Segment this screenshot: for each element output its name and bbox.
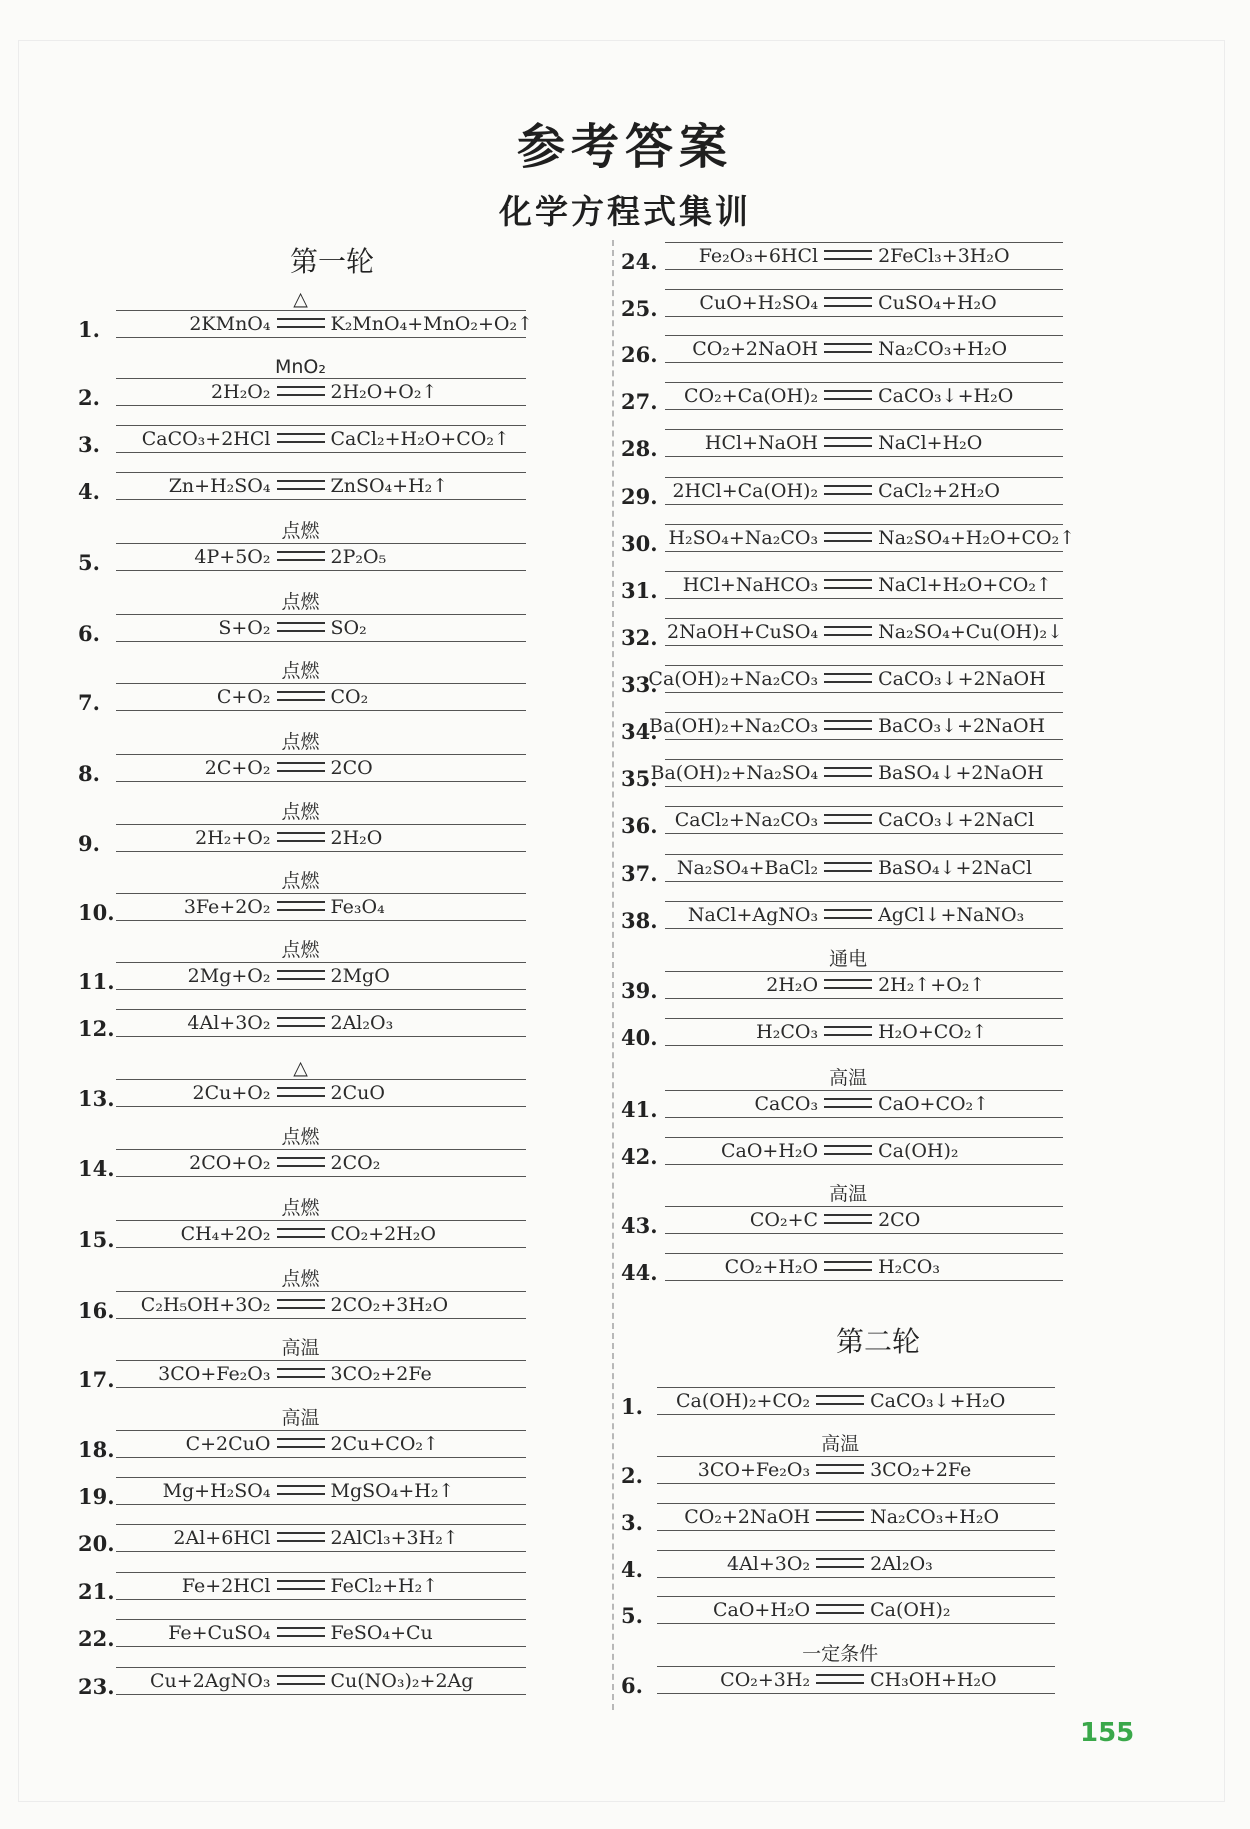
reaction-condition: △: [293, 1057, 308, 1079]
reaction-equals-sign: [277, 1438, 325, 1448]
equation-number: 12.: [78, 1016, 115, 1041]
equation-products: 2AlCl₃+3H₂↑: [330, 1527, 459, 1549]
reaction-equals-sign: [277, 551, 325, 561]
equation-number: 22.: [78, 1626, 115, 1651]
equation-reactants: 2HCl+Ca(OH)₂: [672, 480, 819, 502]
equation-reactants: CO₂+C: [749, 1209, 819, 1231]
reaction-condition: 点燃: [281, 520, 320, 542]
equation-row: [78, 1475, 526, 1509]
equation-products: FeCl₂+H₂↑: [330, 1575, 439, 1597]
equation-number: 23.: [78, 1674, 115, 1699]
equation-row: [78, 1522, 526, 1556]
equation-reactants: 2Cu+O₂: [192, 1082, 271, 1104]
equation-reactants: H₂SO₄+Na₂CO₃: [668, 527, 819, 549]
equation-number: 2.: [78, 385, 100, 410]
equation-row: [621, 1643, 1055, 1698]
equation-number: 34.: [621, 719, 658, 744]
equation-products: 3CO₂+2Fe: [870, 1459, 972, 1481]
equation-number: 36.: [621, 813, 658, 838]
reaction-equals-sign: [277, 901, 325, 911]
equation-reactants: C+2CuO: [185, 1433, 271, 1455]
equation-number: 7.: [78, 690, 100, 715]
equation-reactants: Ca(OH)₂+Na₂CO₃: [648, 668, 819, 690]
equation-row: [78, 1665, 526, 1699]
equation-reactants: Ca(OH)₂+CO₂: [675, 1390, 811, 1412]
reaction-condition: 点燃: [281, 801, 320, 823]
equation-products: CaCO₃↓+2NaCl: [878, 809, 1035, 831]
reaction-equals-sign: [277, 318, 325, 328]
reaction-equals-sign: [277, 691, 325, 701]
equation-products: Ca(OH)₂: [878, 1140, 959, 1162]
equation-products: BaSO₄↓+2NaCl: [878, 857, 1033, 879]
reaction-equals-sign: [824, 390, 872, 400]
equation-row: [621, 1548, 1055, 1582]
equation-products: CO₂: [330, 686, 369, 708]
reaction-equals-sign: [824, 579, 872, 589]
equation-reactants: 2H₂+O₂: [195, 827, 271, 849]
equation-row: [621, 663, 1063, 697]
reaction-condition: 通电: [829, 948, 868, 970]
equation-number: 26.: [621, 342, 658, 367]
equation-reactants: Na₂SO₄+BaCl₂: [676, 857, 819, 879]
equation-products: 2P₂O₅: [330, 546, 387, 568]
reaction-equals-sign: [824, 532, 872, 542]
reaction-condition: 高温: [829, 1183, 868, 1205]
equation-number: 37.: [621, 861, 658, 886]
equation-reactants: CO₂+2NaOH: [684, 1506, 811, 1528]
equation-reactants: 4Al+3O₂: [727, 1553, 811, 1575]
equation-row: [78, 470, 526, 504]
equation-row: [621, 616, 1064, 650]
reaction-equals-sign: [816, 1464, 864, 1474]
equation-number: 20.: [78, 1531, 115, 1556]
equation-row: [621, 333, 1063, 367]
reaction-equals-sign: [277, 1627, 325, 1637]
equation-row: [621, 1135, 1063, 1169]
equation-row: [621, 1501, 1055, 1535]
equation-row: [621, 1385, 1055, 1419]
equation-row: [621, 710, 1063, 744]
equation-reactants: Mg+H₂SO₄: [162, 1480, 271, 1502]
equation-reactants: CO₂+3H₂: [720, 1669, 811, 1691]
equation-products: BaSO₄↓+2NaOH: [878, 762, 1044, 784]
equation-products: 2H₂↑+O₂↑: [878, 974, 986, 996]
equation-number: 10.: [78, 900, 115, 925]
equation-number: 4.: [621, 1557, 643, 1582]
equation-number: 30.: [621, 531, 658, 556]
reaction-equals-sign: [277, 1157, 325, 1167]
equation-number: 31.: [621, 578, 658, 603]
equation-row: [621, 1067, 1063, 1122]
equation-number: 38.: [621, 908, 658, 933]
equation-row: [78, 520, 526, 575]
column-divider: [612, 240, 614, 1710]
equation-row: [78, 288, 534, 342]
equation-number: 21.: [78, 1579, 115, 1604]
equation-row: [621, 948, 1063, 1003]
equation-row: [621, 240, 1063, 274]
reaction-equals-sign: [824, 767, 872, 777]
equation-row: [621, 427, 1063, 461]
equation-reactants: CH₄+2O₂: [180, 1223, 271, 1245]
reaction-condition: 点燃: [281, 1197, 320, 1219]
equation-reactants: NaCl+AgNO₃: [687, 904, 819, 926]
equation-number: 2.: [621, 1463, 643, 1488]
reaction-equals-sign: [277, 1532, 325, 1542]
equation-products: 2CO: [330, 757, 373, 779]
reaction-condition: △: [293, 288, 308, 310]
equation-reactants: HCl+NaHCO₃: [682, 574, 819, 596]
equation-products: 2CO₂+3H₂O: [330, 1294, 449, 1316]
equation-reactants: Ba(OH)₂+Na₂CO₃: [648, 715, 819, 737]
equation-row: [621, 757, 1063, 791]
equation-row: [78, 1617, 526, 1651]
reaction-equals-sign: [816, 1674, 864, 1684]
equation-products: H₂O+CO₂↑: [878, 1021, 988, 1043]
reaction-condition: MnO₂: [274, 356, 326, 378]
reaction-equals-sign: [824, 297, 872, 307]
reaction-equals-sign: [824, 1214, 872, 1224]
equation-reactants: CO₂+H₂O: [724, 1256, 819, 1278]
equation-products: Na₂CO₃+H₂O: [878, 338, 1008, 360]
equation-products: 2Cu+CO₂↑: [330, 1433, 439, 1455]
reaction-equals-sign: [824, 250, 872, 260]
equation-products: BaCO₃↓+2NaOH: [878, 715, 1046, 737]
equation-reactants: Fe₂O₃+6HCl: [698, 245, 819, 267]
reaction-equals-sign: [277, 1087, 325, 1097]
reaction-equals-sign: [277, 762, 325, 772]
equation-reactants: 2KMnO₄: [189, 313, 271, 335]
equation-number: 11.: [78, 969, 115, 994]
reaction-equals-sign: [277, 970, 325, 980]
equation-number: 1.: [78, 317, 100, 342]
equation-products: 2CO: [878, 1209, 921, 1231]
equation-reactants: 3Fe+2O₂: [183, 896, 271, 918]
equation-products: FeSO₄+Cu: [330, 1622, 433, 1644]
reaction-equals-sign: [277, 386, 325, 396]
equation-products: 2Al₂O₃: [870, 1553, 933, 1575]
reaction-condition: 点燃: [281, 870, 320, 892]
equation-number: 19.: [78, 1484, 115, 1509]
equation-number: 17.: [78, 1367, 115, 1392]
equation-number: 18.: [78, 1437, 115, 1462]
equation-products: CuSO₄+H₂O: [878, 292, 997, 314]
equation-number: 25.: [621, 296, 658, 321]
equation-row: [78, 660, 526, 715]
equation-number: 24.: [621, 249, 658, 274]
equation-row: [78, 1007, 526, 1041]
equation-products: 2CuO: [330, 1082, 385, 1104]
reaction-equals-sign: [277, 433, 325, 443]
reaction-equals-sign: [824, 979, 872, 989]
equation-row: [621, 380, 1063, 414]
equation-row: [621, 569, 1063, 603]
reaction-equals-sign: [277, 1580, 325, 1590]
equation-products: NaCl+H₂O: [878, 432, 983, 454]
reaction-equals-sign: [277, 480, 325, 490]
equation-number: 13.: [78, 1086, 115, 1111]
reaction-equals-sign: [824, 862, 872, 872]
equation-number: 43.: [621, 1213, 658, 1238]
equation-products: 2H₂O: [330, 827, 383, 849]
reaction-equals-sign: [824, 437, 872, 447]
equation-products: MgSO₄+H₂↑: [330, 1480, 455, 1502]
equation-number: 5.: [621, 1603, 643, 1628]
equation-row: [78, 423, 526, 457]
reaction-condition: 点燃: [281, 660, 320, 682]
equation-products: CaO+CO₂↑: [878, 1093, 990, 1115]
equation-number: 44.: [621, 1260, 658, 1285]
reaction-equals-sign: [277, 622, 325, 632]
reaction-condition: 一定条件: [802, 1643, 879, 1665]
reaction-equals-sign: [816, 1395, 864, 1405]
equation-row: [621, 852, 1063, 886]
equation-number: 35.: [621, 766, 658, 791]
equation-products: 2Al₂O₃: [330, 1012, 394, 1034]
equation-number: 15.: [78, 1227, 115, 1252]
equation-reactants: CaCO₃: [754, 1093, 819, 1115]
page-number: 155: [1080, 1718, 1135, 1748]
equation-number: 3.: [621, 1510, 643, 1535]
reaction-equals-sign: [277, 1675, 325, 1685]
reaction-condition: 高温: [821, 1433, 860, 1455]
reaction-condition: 点燃: [281, 731, 320, 753]
equation-row: [621, 1433, 1055, 1488]
equation-row: [621, 1016, 1063, 1050]
equation-row: [621, 899, 1063, 933]
equation-reactants: 3CO+Fe₂O₃: [158, 1363, 271, 1385]
equation-reactants: Ba(OH)₂+Na₂SO₄: [650, 762, 819, 784]
equation-reactants: H₂CO₃: [756, 1021, 819, 1043]
equation-reactants: HCl+NaOH: [704, 432, 819, 454]
equation-products: 2MgO: [330, 965, 390, 987]
equation-products: 2FeCl₃+3H₂O: [878, 245, 1010, 267]
reaction-equals-sign: [824, 673, 872, 683]
equation-number: 8.: [78, 761, 100, 786]
reaction-condition: 点燃: [281, 1126, 320, 1148]
equation-products: AgCl↓+NaNO₃: [878, 904, 1025, 926]
reaction-equals-sign: [277, 1299, 325, 1309]
equation-row: [78, 1057, 526, 1111]
equation-number: 5.: [78, 550, 100, 575]
reaction-equals-sign: [277, 832, 325, 842]
equation-reactants: Fe+2HCl: [181, 1575, 271, 1597]
reaction-equals-sign: [277, 1485, 325, 1495]
equation-row: [78, 1337, 526, 1392]
reaction-equals-sign: [824, 720, 872, 730]
equation-products: Na₂CO₃+H₂O: [870, 1506, 1000, 1528]
equation-number: 41.: [621, 1097, 658, 1122]
equation-reactants: CO₂+2NaOH: [692, 338, 819, 360]
equation-row: [78, 1126, 526, 1181]
equation-reactants: 2H₂O₂: [211, 381, 271, 403]
reaction-equals-sign: [816, 1604, 864, 1614]
equation-row: [621, 522, 1076, 556]
equation-number: 28.: [621, 436, 658, 461]
reaction-equals-sign: [824, 909, 872, 919]
equation-products: 2H₂O+O₂↑: [330, 381, 438, 403]
equation-products: CaCO₃↓+H₂O: [870, 1390, 1006, 1412]
equation-products: Cu(NO₃)₂+2Ag: [330, 1670, 474, 1692]
page-title: 参考答案: [516, 119, 733, 175]
equation-reactants: CaCl₂+Na₂CO₃: [674, 809, 819, 831]
equation-number: 16.: [78, 1298, 115, 1323]
equation-reactants: 2C+O₂: [204, 757, 271, 779]
equation-products: CaCl₂+H₂O+CO₂↑: [330, 428, 510, 450]
equation-reactants: 2CO+O₂: [189, 1152, 271, 1174]
reaction-condition: 点燃: [281, 939, 320, 961]
reaction-equals-sign: [824, 1261, 872, 1271]
equation-reactants: 2H₂O: [766, 974, 819, 996]
equation-row: [78, 1197, 526, 1252]
equation-reactants: 4P+5O₂: [194, 546, 271, 568]
round-two-heading: 第二轮: [835, 1325, 920, 1358]
equation-row: [621, 1183, 1063, 1238]
reaction-equals-sign: [824, 626, 872, 636]
equation-number: 4.: [78, 479, 100, 504]
reaction-condition: 点燃: [281, 591, 320, 613]
equation-number: 40.: [621, 1025, 658, 1050]
equation-row: [78, 870, 526, 925]
equation-reactants: Zn+H₂SO₄: [168, 475, 271, 497]
equation-reactants: 2NaOH+CuSO₄: [667, 621, 819, 643]
equation-row: [78, 939, 526, 994]
reaction-equals-sign: [824, 1145, 872, 1155]
equation-reactants: 3CO+Fe₂O₃: [697, 1459, 811, 1481]
equation-number: 9.: [78, 831, 100, 856]
equation-products: Ca(OH)₂: [870, 1599, 951, 1621]
equation-row: [78, 1268, 526, 1323]
equation-number: 3.: [78, 432, 100, 457]
reaction-equals-sign: [277, 1228, 325, 1238]
equation-number: 32.: [621, 625, 658, 650]
equation-row: [621, 475, 1063, 509]
equation-number: 14.: [78, 1156, 115, 1181]
equation-reactants: C+O₂: [216, 686, 271, 708]
equation-products: Na₂SO₄+Cu(OH)₂↓: [878, 621, 1064, 643]
reaction-equals-sign: [277, 1017, 325, 1027]
equation-products: K₂MnO₄+MnO₂+O₂↑: [330, 313, 534, 335]
equation-row: [621, 1251, 1063, 1285]
reaction-condition: 高温: [829, 1067, 868, 1089]
equation-reactants: 2Mg+O₂: [187, 965, 271, 987]
equation-products: 2CO₂: [330, 1152, 381, 1174]
equation-products: H₂CO₃: [878, 1256, 940, 1278]
equation-reactants: Fe+CuSO₄: [168, 1622, 271, 1644]
equation-number: 42.: [621, 1144, 658, 1169]
reaction-condition: 高温: [281, 1337, 320, 1359]
equation-products: 3CO₂+2Fe: [330, 1363, 432, 1385]
equation-row: [78, 731, 526, 786]
equation-number: 27.: [621, 389, 658, 414]
reaction-condition: 点燃: [281, 1268, 320, 1290]
equation-reactants: CaO+H₂O: [720, 1140, 819, 1162]
equation-number: 29.: [621, 484, 658, 509]
equation-number: 39.: [621, 978, 658, 1003]
equation-row: [78, 801, 526, 856]
reaction-equals-sign: [824, 814, 872, 824]
reaction-condition: 高温: [281, 1407, 320, 1429]
equation-row: [78, 356, 526, 410]
equation-row: [621, 1594, 1055, 1628]
equation-products: CaCO₃↓+H₂O: [878, 385, 1014, 407]
equation-products: CO₂+2H₂O: [330, 1223, 437, 1245]
equation-products: CaCO₃↓+2NaOH: [878, 668, 1046, 690]
reaction-equals-sign: [824, 1098, 872, 1108]
equation-reactants: S+O₂: [218, 617, 271, 639]
equation-reactants: Cu+2AgNO₃: [150, 1670, 271, 1692]
page-subtitle: 化学方程式集训: [499, 192, 751, 231]
reaction-equals-sign: [277, 1368, 325, 1378]
equation-products: Fe₃O₄: [330, 896, 385, 918]
equation-reactants: 2Al+6HCl: [173, 1527, 271, 1549]
reaction-equals-sign: [816, 1558, 864, 1568]
equation-number: 6.: [78, 621, 100, 646]
reaction-equals-sign: [824, 1026, 872, 1036]
equation-row: [621, 287, 1063, 321]
equation-reactants: C₂H₅OH+3O₂: [140, 1294, 271, 1316]
equation-reactants: CuO+H₂SO₄: [699, 292, 819, 314]
equation-products: CH₃OH+H₂O: [870, 1669, 997, 1691]
equation-products: SO₂: [330, 617, 367, 639]
equation-products: ZnSO₄+H₂↑: [330, 475, 449, 497]
equation-row: [621, 804, 1063, 838]
equation-reactants: CO₂+Ca(OH)₂: [683, 385, 819, 407]
equation-number: 1.: [621, 1394, 643, 1419]
equation-row: [78, 1570, 526, 1604]
reaction-equals-sign: [824, 343, 872, 353]
equation-reactants: 4Al+3O₂: [187, 1012, 271, 1034]
equation-row: [78, 591, 526, 646]
equation-reactants: CaO+H₂O: [712, 1599, 811, 1621]
equation-products: CaCl₂+2H₂O: [878, 480, 1000, 502]
equation-products: NaCl+H₂O+CO₂↑: [878, 574, 1052, 596]
reaction-equals-sign: [824, 485, 872, 495]
equation-number: 6.: [621, 1673, 643, 1698]
equation-reactants: CaCO₃+2HCl: [141, 428, 271, 450]
reaction-equals-sign: [816, 1511, 864, 1521]
equation-number: 33.: [621, 672, 658, 697]
equation-row: [78, 1407, 526, 1462]
round-one-heading: 第一轮: [289, 245, 374, 278]
equation-products: Na₂SO₄+H₂O+CO₂↑: [878, 527, 1076, 549]
